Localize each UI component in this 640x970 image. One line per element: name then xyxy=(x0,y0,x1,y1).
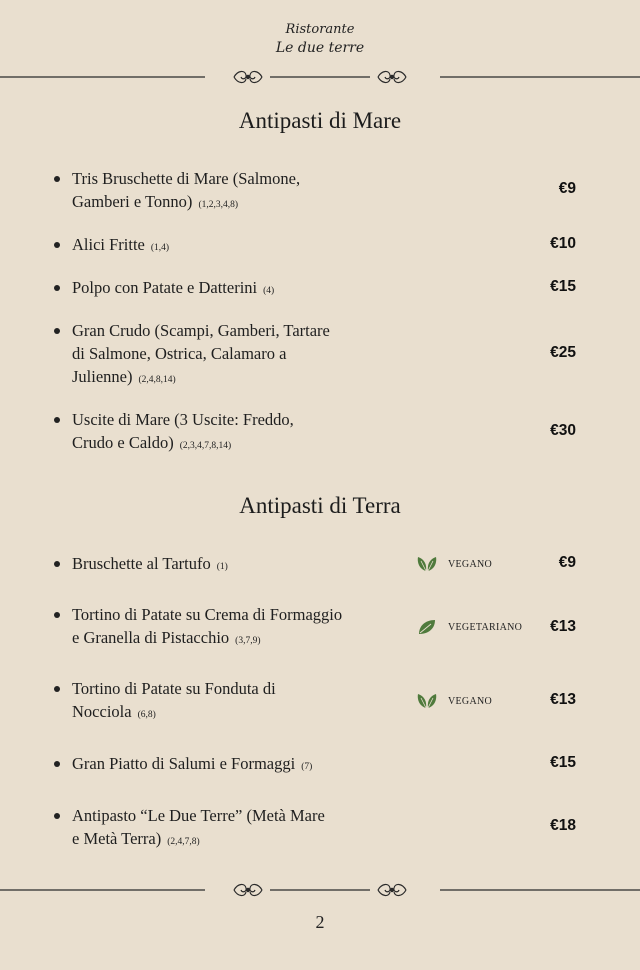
item-price: €30 xyxy=(550,422,576,439)
item-name: Tortino di Patate su Crema di Formaggio e Granella di Pistacchio (3,7,9) xyxy=(72,605,343,647)
bullet xyxy=(54,761,60,767)
item-price: €25 xyxy=(550,344,576,361)
section-title-terra: Antipasti di Terra xyxy=(239,493,401,518)
item-price: €15 xyxy=(550,754,576,771)
diet-tag-label: VEGETARIANO xyxy=(448,621,523,633)
item-name: Polpo con Patate e Datterini (4) xyxy=(72,278,275,297)
bottom-divider xyxy=(0,879,640,903)
brand-line-2: Le due terre xyxy=(275,40,365,56)
diet-tag-label: VEGANO xyxy=(448,558,493,570)
bullet xyxy=(54,242,60,248)
section-title-mare: Antipasti di Mare xyxy=(238,108,402,133)
page-number: 2 xyxy=(315,912,325,932)
item-price: €15 xyxy=(550,278,576,295)
item-price: €13 xyxy=(550,691,576,708)
bullet xyxy=(54,612,60,618)
allergens: (6,8) xyxy=(137,710,156,720)
allergens: (4) xyxy=(263,286,275,296)
item-name: Tortino di Patate su Fonduta di Nocciola (6,8) xyxy=(72,679,276,721)
item-name: Gran Crudo (Scampi, Gamberi, Tartare di Salmone, Ostrica, Calamaro a Julienne) (2,4,8,14) xyxy=(72,321,330,386)
allergens: (1,2,3,4,8) xyxy=(198,200,239,210)
item-name: Uscite di Mare (3 Uscite: Freddo, Crudo e Caldo) (2,3,4,7,8,14) xyxy=(72,410,294,452)
allergens: (1) xyxy=(216,562,228,572)
item-price: €13 xyxy=(550,618,576,635)
bullet xyxy=(54,417,60,423)
bullet xyxy=(54,285,60,291)
allergens: (2,3,4,7,8,14) xyxy=(179,441,232,451)
ornament-scroll-icon xyxy=(0,66,640,90)
single-leaf-icon xyxy=(416,617,438,637)
item-name: Tris Bruschette di Mare (Salmone, Gamberi e Tonno) (1,2,3,4,8) xyxy=(72,169,301,211)
bullet xyxy=(54,176,60,182)
item-name: Bruschette al Tartufo (1) xyxy=(72,554,228,573)
diet-tag xyxy=(416,691,492,711)
diet-tag xyxy=(416,554,492,574)
item-name: Antipasto “Le Due Terre” (Metà Mare e Metà Terra) (2,4,7,8) xyxy=(72,806,325,848)
allergens: (7) xyxy=(301,762,313,772)
item-price: €18 xyxy=(550,817,576,834)
diet-tag-label: VEGANO xyxy=(448,695,493,707)
bullet xyxy=(54,328,60,334)
allergens: (3,7,9) xyxy=(235,636,261,646)
bullet xyxy=(54,813,60,819)
allergens: (2,4,8,14) xyxy=(138,375,176,385)
allergens: (2,4,7,8) xyxy=(167,837,200,847)
ornament-scroll-icon xyxy=(0,879,640,903)
item-price: €10 xyxy=(550,235,576,252)
top-divider xyxy=(0,66,640,90)
bullet xyxy=(54,686,60,692)
item-name: Alici Fritte (1,4) xyxy=(72,235,170,254)
bullet xyxy=(54,561,60,567)
double-leaf-icon xyxy=(416,554,438,574)
item-name: Gran Piatto di Salumi e Formaggi (7) xyxy=(72,754,313,773)
item-price: €9 xyxy=(558,554,576,571)
item-price: €9 xyxy=(558,180,576,197)
double-leaf-icon xyxy=(416,691,438,711)
allergens: (1,4) xyxy=(150,243,170,253)
brand-line-1: Ristorante xyxy=(285,22,355,37)
